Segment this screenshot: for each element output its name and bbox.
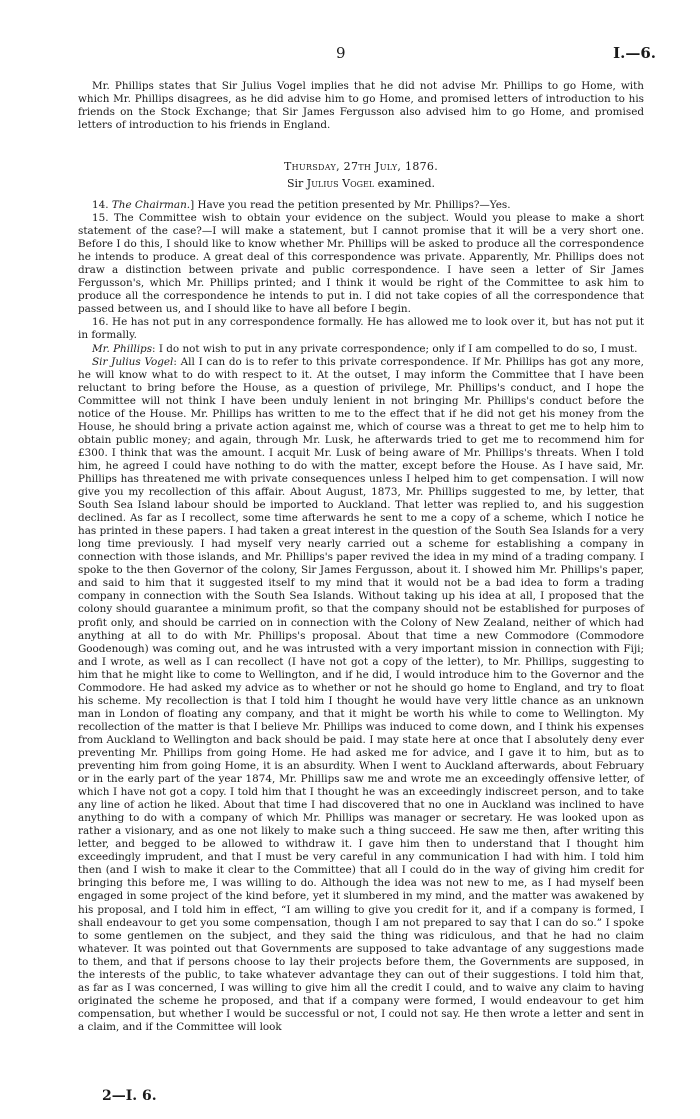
paragraph-text: All I can do is to refer to this private correspondence. If Mr. Phillips has got any more, he will know what to do with respect to it. At the outset, I may inform the Committee that I have been reluctant to bring before the House, as a question of privilege, Mr. Phillips's conduct, and I hope the Committee will not think I have been unduly lenient in not bringing Mr. Phillips's conduct before the notice of the House. Mr. Phillips has written to me to the effect that if he did not get his money from the House, he should bring a private action against me, which of course was a threat to get me to help him to obtain public money; and again, through Mr. Lusk, he afterwards tried to get me to recommend him for £300. I think that was the amount. I acquit Mr. Lusk of being aware of Mr. Phillips's threats. When I told him, he agreed I could have nothing to do with the matter, except before the House. As I have said, Mr. Phillips has threatened me with private consequences unless I helped him to get compensation. I will now give you my recollection of this affair. About August, 1873, Mr. Phillips suggested to me, by letter, that South Sea Island labour should be imported to Auckland. That letter was replied to, and his suggestion declined. As far as I recollect, some time afterwards he sent to me a copy of a scheme, which I notice he has printed in these papers. I had taken a great interest in the question of the South Sea Islands for a very long time previously. I had myself very nearly carried out a scheme for establishing a company in connection with those islands, and Mr. Phillips's paper revived the idea in my mind of a trading company. I spoke to the then Governor of the colony, Sir James Fergusson, about it. I showed him Mr. Phillips's paper, and said to him that it suggested itself to my mind that it would not be a bad idea to form a trading company in connection with the South Sea Islands. Without taking up his idea at all, I proposed that the colony should guarantee a minimum profit, so that the company should not be established for purposes of profit only, and should be carried on in connection with the Colony of New Zealand, neither of which had anything at all to do with Mr. Phillips's proposal. About that time a new Commodore (Commodore Goodenough) was coming out, and he was intrusted with a very important mission in connection with Fiji; and I wrote, as well as I can recollect (I have not got a copy of the letter), to Mr. Phillips, suggesting to him that he might like to come to Wellington, and if he did, I would introduce him to the Governor and the Commodore. He had asked my advice as to whether or not he should go home to England, and try to float his scheme. My recollection is that I told him I thought he would have very little chance as an unknown man in London of floating any company, and that it might be worth his while to come to Wellington. My recollection of the matter is that I believe Mr. Phillips was induced to come down, and I think his expenses from Auckland to Wellington and back should be paid. I may state here at once that I absolutely deny ever preventing Mr. Phillips from going Home. He had asked me for advice, and I gave it to him, but as to preventing him from going Home, it is an absurdity. When I went to Auckland afterwards, about February or in the early part of the year 1874, Mr. Phillips saw me and wrote me an exceedingly offensive letter, of which I have not got a copy. I told him that I thought he was an exceedingly indiscreet person, and to take any line of action he liked. About that time I had discovered that no one in Auckland was inclined to have anything to do with a company of which Mr. Phillips was manager or secretary. He was looked upon as rather a visionary, and as one not likely to make such a thing succeed. He saw me then, after writing this letter, and begged to be allowed to withdraw it. I gave him then to understand that I thought him exceedingly imprudent, and that I must be very careful in any communication I had with him. I told him then (and I wish to make it clear to the Committee) that all I could do in the way of giving him credit for bringing this before me, I was willing to do. Although the idea was not new to me, as I had myself been engaged in some project of the kind before, yet it slumbered in my mind, and the matter was awakened by his proposal, and I told him in effect, “I am willing to give you credit for it, and if a company is formed, I shall endeavour to get you some compensation, though I am not prepared to say that I can do so.” I spoke to some gentlemen on the subject, and they said the thing was ridiculous, and that he had no claim whatever. It was pointed out that Governments are supposed to take advantage of any suggestions made to them, and that if persons choose to lay their projects before them, the Governments are supposed, in the interests of the public, to take whatever advantage they can out of their suggestions. I told him that, as far as I was concerned, I was willing to give him all the credit I could, and to waive any claim to having originated the scheme he proposed, and that if a company were formed, I would endeavour to get him compensation, but whether I would be successful or not, I could not say. He then wrote a letter and sent in a claim, and if the Committee will look <box>78 355 644 1033</box>
witness-suffix: examined. <box>374 177 436 190</box>
evidence-body <box>78 199 644 1034</box>
signature-mark: 2—I. 6. <box>102 1088 157 1104</box>
speaker: The Chairman. <box>111 199 191 211</box>
speaker-separator: : <box>173 355 181 368</box>
intro-paragraph: Mr. Phillips states that Sir Julius Vogel implies that he did not advise Mr. Phillips to go Home, with which Mr. Phillips disagrees, as he did advise him to go Home, and promised letters of introduction to his friends on the Stock Exchange; that Sir James Fergusson also advised him to go Home, and promised letters of introduction to his friends in England. <box>78 80 644 132</box>
evidence-paragraph <box>78 199 644 212</box>
speaker-separator: : <box>152 342 159 355</box>
session-heading <box>78 160 644 191</box>
question-number: 15. <box>92 212 114 225</box>
paragraph-text: I do not wish to put in any private correspondence; only if I am compelled to do so, I must. <box>158 342 638 355</box>
witness-line <box>78 177 644 191</box>
evidence-paragraph <box>78 212 644 316</box>
evidence-paragraph <box>78 356 644 1034</box>
evidence-paragraph <box>78 316 644 342</box>
witness-prefix: Sir <box>286 177 307 190</box>
question-number: 14. <box>92 199 112 211</box>
speaker: Mr. Phillips <box>92 342 153 355</box>
paragraph-text: Have you read the petition presented by Mr. Phillips?—Yes. <box>197 199 511 211</box>
speaker-separator: ] <box>190 199 198 211</box>
page-number: 9 <box>336 44 346 62</box>
paper-reference: I.—6. <box>613 44 656 62</box>
paragraph-text: The Committee wish to obtain your evidence on the subject. Would you please to make a short statement of the case?—I will make a statement, but I cannot promise that it will be a very short one. Before I do this, I should like to know whether Mr. Phillips will be asked to produce all the correspondence he intends to produce. A great deal of this correspondence was private. Apparently, Mr. Phillips does not draw a distinction between private and public correspondence. I have seen a letter of Sir James Fergusson's, which Mr. Phillips printed; and I think it would be right of the Committee to ask him to produce all the correspondence he intends to put in. I did not take copies of all the correspondence that passed between us, and I should like to have all before I begin. <box>78 212 645 316</box>
paragraph-text: He has not put in any correspondence formally. He has allowed me to look over it, but has not put it in formally. <box>78 316 645 342</box>
speaker: Sir Julius Vogel <box>92 355 174 368</box>
question-number: 16. <box>92 316 113 329</box>
witness-name: Julius Vogel <box>306 177 375 190</box>
session-date: Thursday, 27th July, 1876. <box>283 160 439 173</box>
evidence-paragraph <box>78 343 644 356</box>
